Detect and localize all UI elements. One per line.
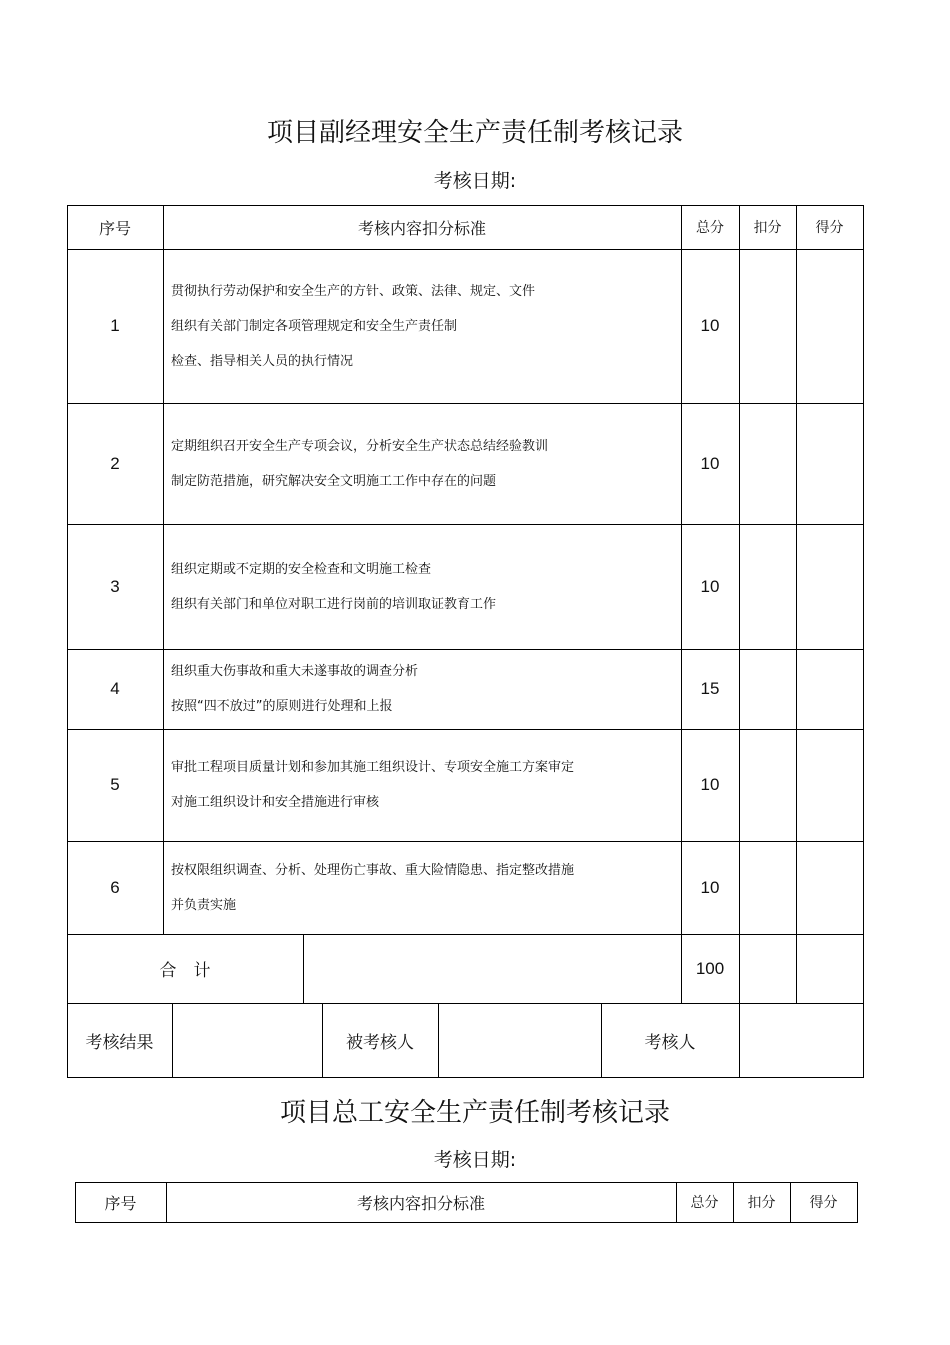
row-5-line-2: 对施工组织设计和安全措施进行审核 [171,795,380,810]
row-6-line-2: 并负责实施 [171,897,237,913]
header-seq: 序号 [98,218,131,238]
row-6-content [163,841,681,934]
table2-header-seq: 序号 [104,1193,137,1213]
row-1-line-3: 检查、指导相关人员的执行情况 [171,353,354,369]
row-6-line-1: 按权限组织调查、分析、处理伤亡事故、重大险情隐患、指定整改措施 [171,862,575,878]
row-3-line-2: 组织有关部门和单位对职工进行岗前的培训取证教育工作 [171,596,497,612]
header-deduct: 扣分 [753,220,782,236]
row-2-content [163,403,681,524]
row-4-content [163,649,681,729]
row-3-content [163,524,681,649]
row-6-total: 10 [700,877,720,897]
examinee-label: 被考核人 [346,1032,414,1053]
row-1-total: 10 [700,316,720,335]
row-2-line-2: 制定防范措施，研究解决安全文明施工工作中存在的问题 [171,473,497,489]
result-label: 考核结果 [85,1032,154,1053]
table2-header-deduct: 扣分 [747,1195,776,1211]
assessment-date-label: 考核日期: [433,170,517,192]
row-1-line-1: 贯彻执行劳动保护和安全生产的方针、政策、法律、规定、文件 [171,283,536,299]
sum-total: 100 [695,958,725,978]
header-total: 总分 [696,220,724,236]
header-content: 考核内容扣分标准 [357,218,486,238]
page-title: 项目副经理安全生产责任制考核记录 [266,118,683,148]
row-1-content [163,249,681,403]
page-title-2: 项目总工安全生产责任制考核记录 [279,1098,670,1128]
row-5-seq: 5 [110,775,120,794]
row-2-total: 10 [700,453,720,473]
row-5-content [163,729,681,841]
row-3-total: 10 [700,576,720,596]
row-2-line-1: 定期组织召开安全生产专项会议，分析安全生产状态总结经验教训 [171,438,549,454]
header-score: 得分 [815,220,844,236]
row-2-seq: 2 [110,453,120,473]
sum-label: 合 计 [159,961,211,981]
row-5-line-1: 审批工程项目质量计划和参加其施工组织设计、专项安全施工方案审定 [171,760,575,775]
row-3-line-1: 组织定期或不定期的安全检查和文明施工检查 [171,561,432,577]
assessment-date-label-2: 考核日期: [433,1149,517,1171]
row-6-seq: 6 [110,877,120,897]
row-1-line-2: 组织有关部门制定各项管理规定和安全生产责任制 [171,318,458,334]
row-5-total: 10 [700,775,720,794]
row-4-total: 15 [700,679,720,698]
row-4-line-2: 按照“四不放过”的原则进行处理和上报 [171,699,393,714]
table2-header-total: 总分 [690,1195,719,1211]
row-1-seq: 1 [110,316,120,335]
row-4-line-1: 组织重大伤事故和重大未遂事故的调查分析 [171,664,419,679]
table2-header-score: 得分 [809,1195,838,1211]
row-3-seq: 3 [110,576,120,596]
row-4-seq: 4 [110,679,120,698]
table2-header-content: 考核内容扣分标准 [356,1193,485,1213]
examiner-label: 考核人 [644,1032,696,1053]
